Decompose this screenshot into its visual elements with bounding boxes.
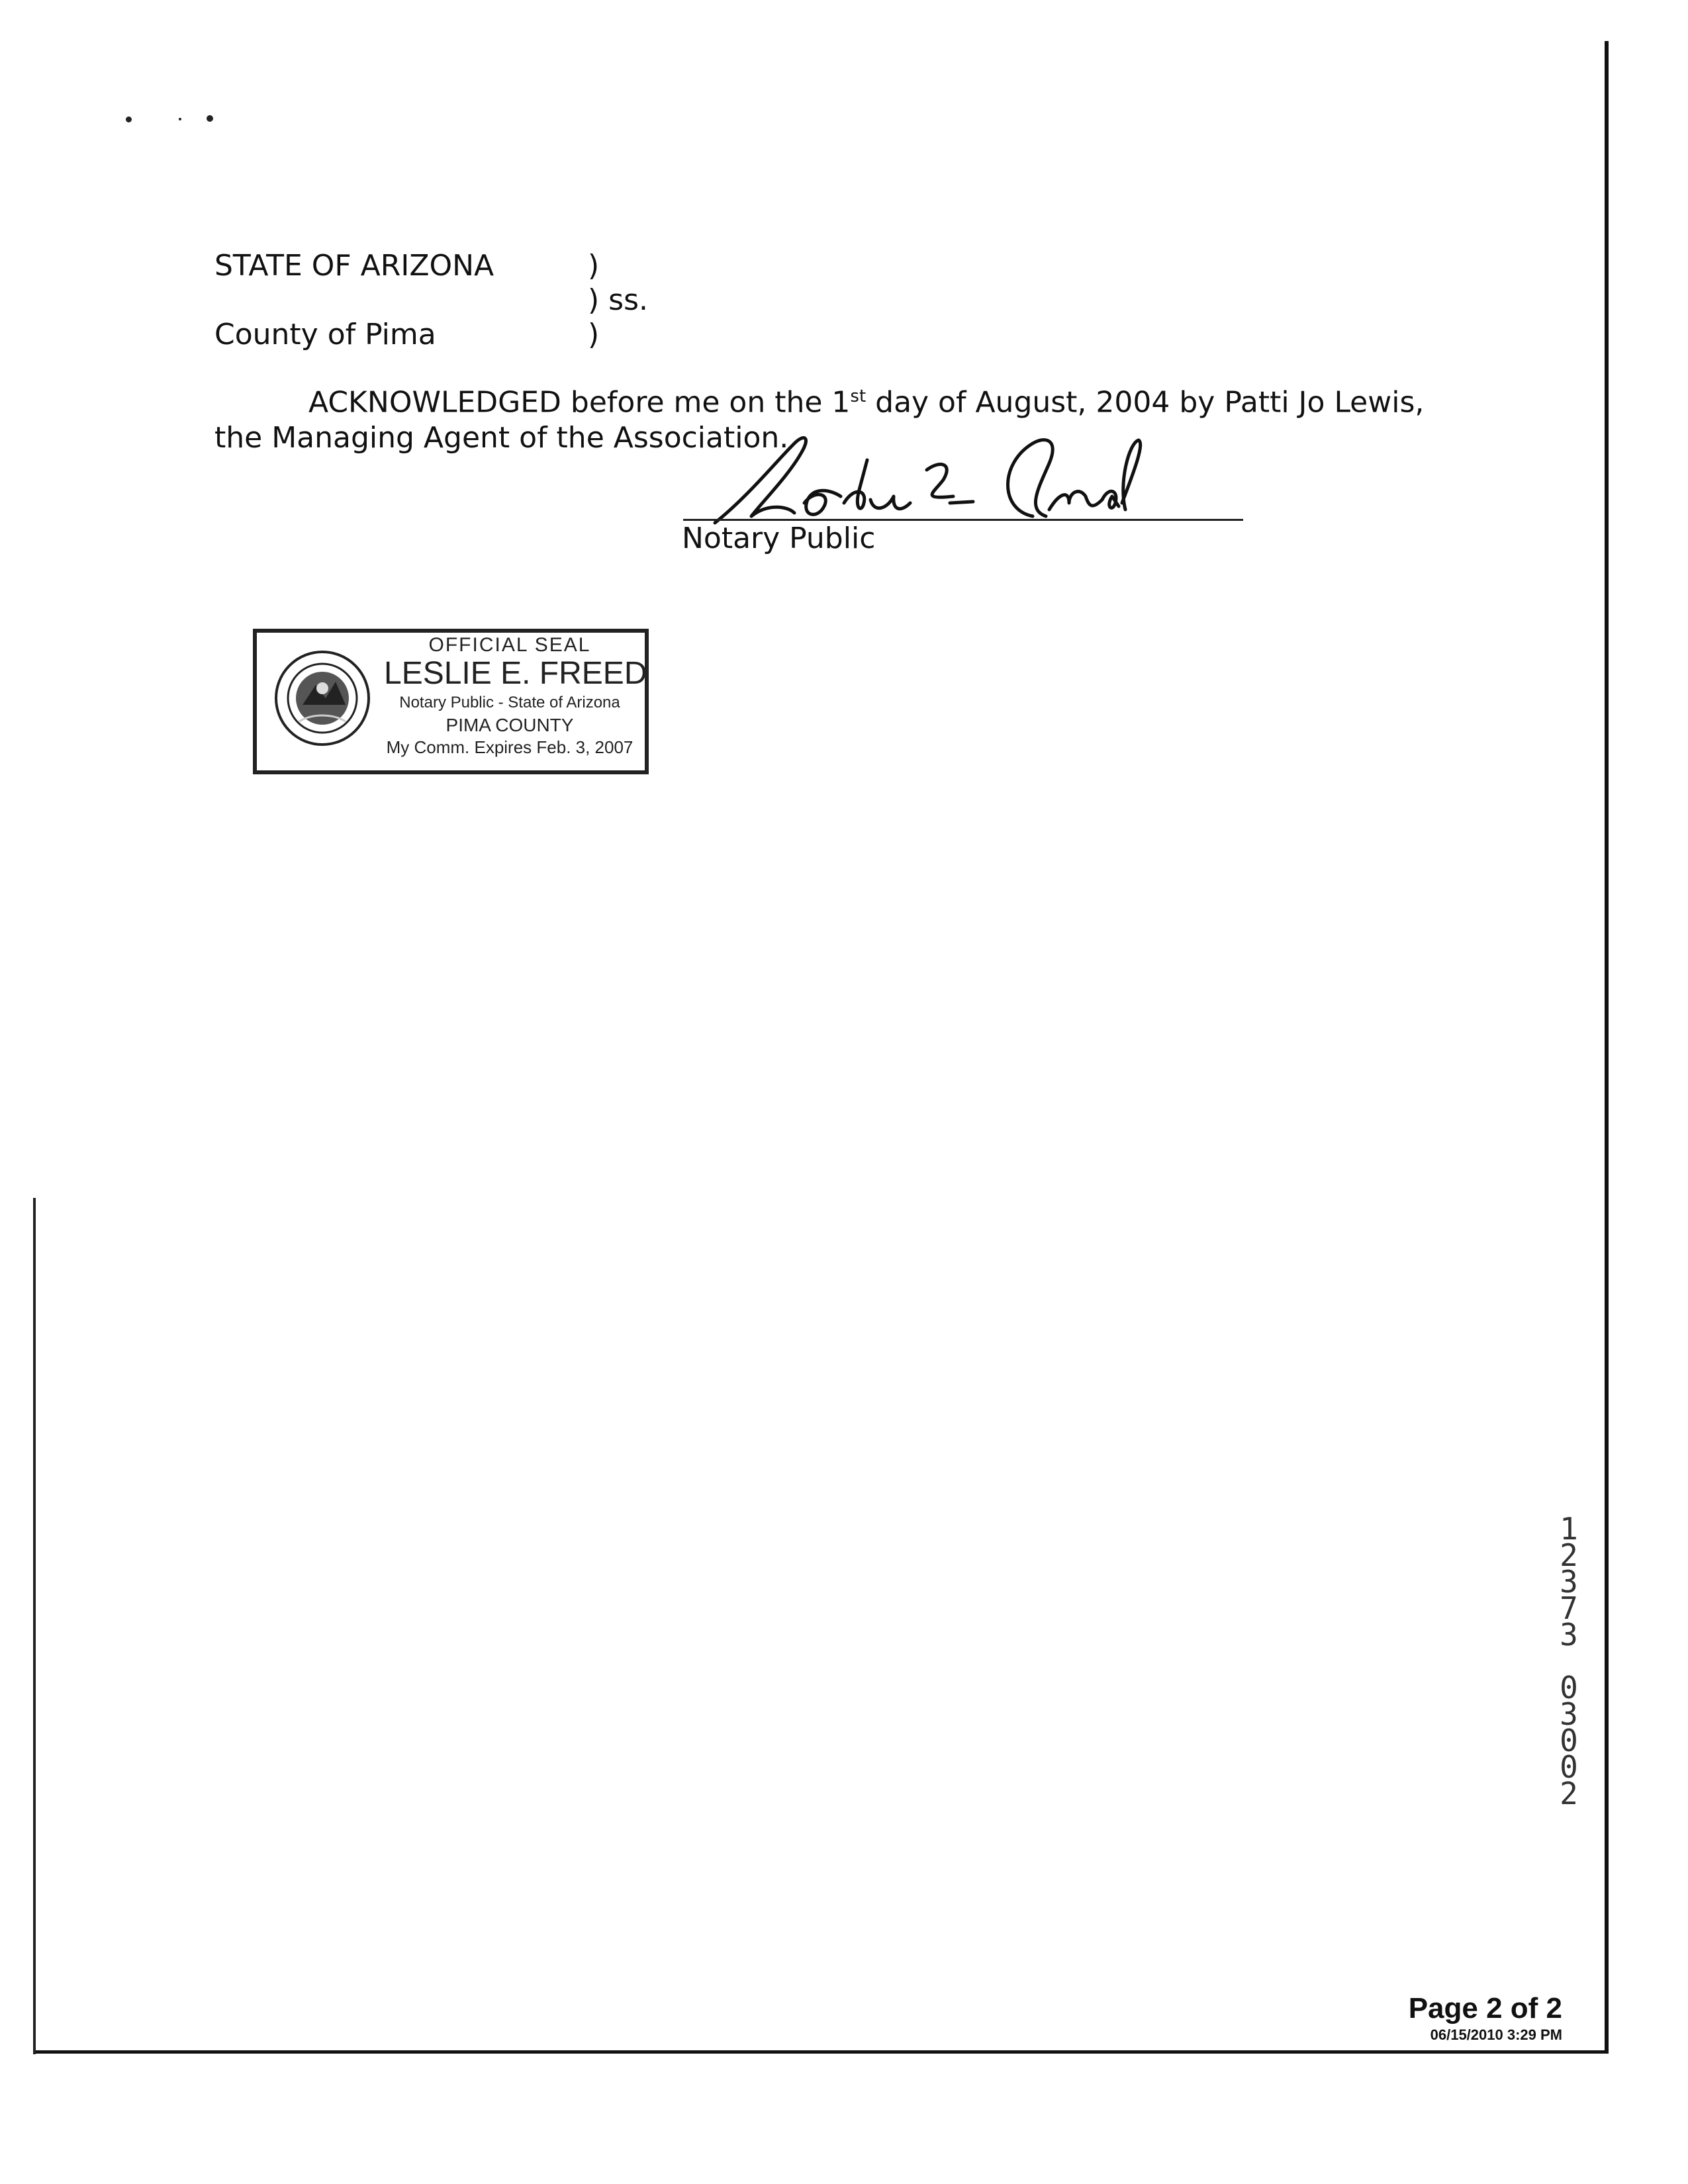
recording-digit: 0 [1560, 1670, 1578, 1706]
recording-digit: 1 [1560, 1511, 1578, 1547]
seal-title-state: Notary Public - State of Arizona [399, 694, 620, 711]
acknowledgment-text-continued: day of August, 2004 by Patti Jo Lewis, [866, 385, 1425, 420]
venue-paren-top: ) [588, 249, 600, 283]
seal-notary-name: LESLIE E. FREED [384, 656, 647, 691]
seal-expiration: My Comm. Expires Feb. 3, 2007 [386, 737, 633, 757]
venue-county: County of Pima [214, 318, 436, 351]
recording-digit: 2 [1560, 1776, 1578, 1811]
acknowledgment-line-2: the Managing Agent of the Association. [214, 421, 789, 455]
recording-digit: 7 [1560, 1590, 1578, 1626]
recording-digit: 3 [1560, 1617, 1578, 1653]
acknowledgment-line-1 [308, 385, 1425, 420]
scan-speck [207, 115, 213, 122]
signature-line [683, 519, 1243, 521]
recording-digit: 0 [1560, 1749, 1578, 1785]
recording-number [1549, 1511, 1589, 1811]
print-timestamp: 06/15/2010 3:29 PM [1430, 2026, 1562, 2043]
seal-county: PIMA COUNTY [445, 715, 574, 735]
page-number: Page 2 of 2 [1408, 1992, 1562, 2025]
page-border-left [33, 1198, 36, 2054]
venue-state: STATE OF ARIZONA [214, 249, 494, 283]
venue-paren-bottom: ) [588, 318, 600, 351]
scan-speck [126, 116, 132, 122]
signature-label: Notary Public [682, 522, 876, 555]
page-border-bottom [36, 2050, 1609, 2054]
page-border-right [1605, 41, 1609, 2053]
ordinal-superscript: st [850, 387, 867, 406]
recording-digit: 3 [1560, 1696, 1578, 1732]
seal-title: OFFICIAL SEAL [428, 634, 591, 656]
scan-speck [179, 118, 181, 120]
arizona-state-seal-icon [273, 649, 372, 748]
recording-digit: 0 [1560, 1723, 1578, 1758]
recording-digit: 2 [1560, 1537, 1578, 1573]
recording-digit: 3 [1560, 1564, 1578, 1600]
venue-ss: ) ss. [588, 283, 648, 317]
acknowledgment-text: ACKNOWLEDGED before me on the 1 [308, 385, 851, 420]
